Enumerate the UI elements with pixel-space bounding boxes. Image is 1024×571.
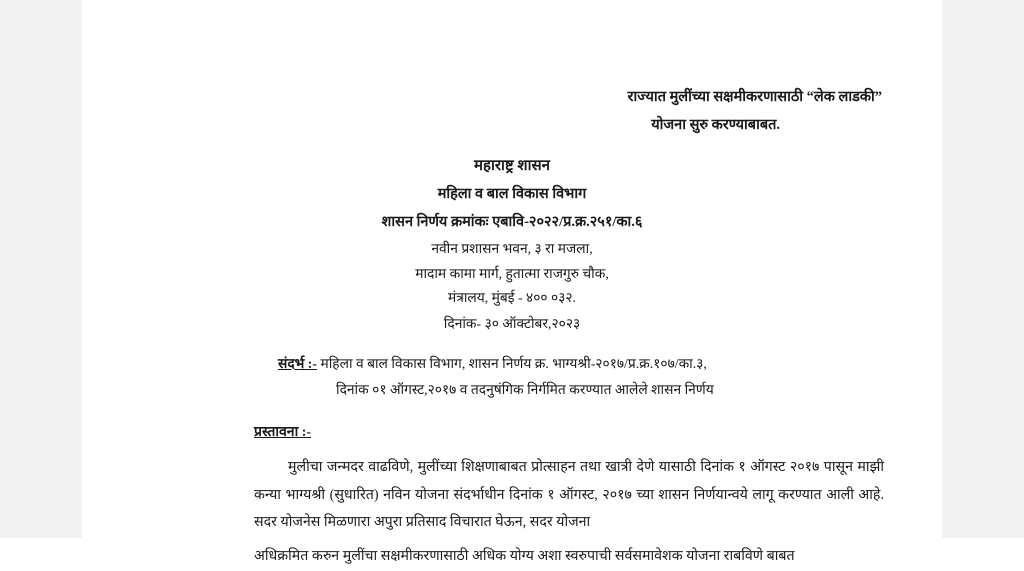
address-line-3: मंत्रालय, मुंबई - ४०० ०३२.: [447, 289, 577, 305]
address-line-1: नवीन प्रशासन भवन, ३ रा मजला,: [431, 241, 593, 257]
address-line-2: मादाम कामा मार्ग, हुतात्मा राजगुरु चौक,: [415, 265, 609, 281]
preamble-paragraph-1-text: मुलीचा जन्मदर वाढविणे, मुलींच्या शिक्षणाबाबत प्रोत्साहन तथा खात्री देणे यासाठी दिनांक १ ऑगस्ट २०१७ पासून माझी कन्या भाग्यश्री (सुधारित) नविन योजना संदर्भाधीन दिनांक १ ऑगस्ट, २०१७ च्या शासन निर्णयान्वये लागू करण्यात आली आहे. सदर योजनेस मिळणारा अपुरा प्रतिसाद विचारात घेऊन, सदर योजना: [254, 459, 884, 531]
page-gutter-right: [942, 0, 1024, 538]
subject-line-2: योजना सुरु करण्याबाबत.: [651, 117, 780, 134]
government-name: महाराष्ट्र शासन: [474, 157, 550, 174]
reference-line-2: दिनांक ०१ ऑगस्ट,२०१७ व तदनुषंगिक निर्गमित करण्यात आलेले शासन निर्णय: [336, 382, 714, 397]
reference-line-1: महिला व बाल विकास विभाग, शासन निर्णय क्र. भाग्यश्री-२०१७/प्र.क्र.१०७/का.३,: [320, 355, 707, 371]
department-name: महिला व बाल विकास विभाग: [437, 186, 587, 203]
gr-number: शासन निर्णय क्रमांकः एबावि-२०२२/प्र.क्र.२५१/का.६: [381, 213, 643, 230]
preamble-title: प्रस्तावना :-: [254, 425, 312, 441]
government-header: [82, 155, 942, 335]
reference-block: [82, 353, 942, 401]
page-content: [82, 0, 942, 565]
preamble-paragraph-2-clipped: [82, 543, 942, 565]
page-gutter-left: [0, 0, 82, 538]
preamble-paragraph-1: [82, 454, 942, 537]
document-page: [82, 0, 942, 565]
preamble-paragraph-2-text: अधिक्रमित करुन मुलींचा सक्षमीकरणासाठी अधिक योग्य अशा स्वरुपाची सर्वसमावेशक योजना राबविणे बाबत: [254, 548, 795, 565]
subject-line-1: राज्यात मुलींच्या सक्षमीकरणासाठी “लेक लाडकी”: [627, 89, 882, 105]
issue-date: दिनांक- ३० ऑक्टोबर,२०२३: [443, 316, 581, 332]
reference-label: संदर्भ :-: [278, 355, 317, 371]
subject-block: [82, 86, 942, 137]
